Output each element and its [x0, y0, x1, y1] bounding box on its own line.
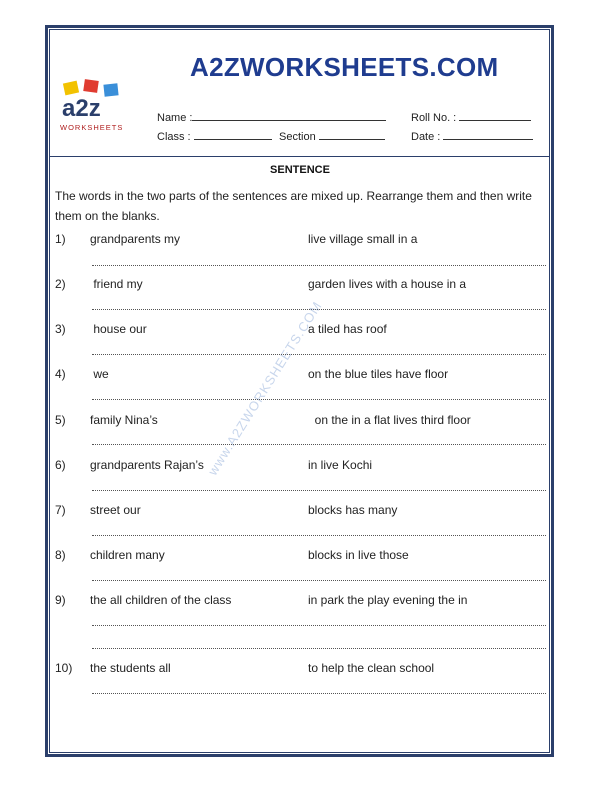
- answer-line[interactable]: [92, 693, 546, 694]
- date-label: Date :: [411, 131, 441, 143]
- a2z-logo: [58, 78, 132, 134]
- question-part-b: live village small in a: [308, 232, 418, 246]
- header-divider: [49, 156, 550, 157]
- roll-blank: [459, 110, 531, 121]
- question-part-b: in park the play evening the in: [308, 593, 468, 607]
- question-part-a: street our: [90, 503, 141, 517]
- question-number: 10): [55, 661, 73, 675]
- question-part-b: on the in a flat lives third floor: [308, 413, 471, 427]
- site-title: A2ZWORKSHEETS.COM: [190, 52, 499, 82]
- section-label: Section: [279, 131, 316, 143]
- question-part-a: family Nina’s: [90, 413, 158, 427]
- question-number: 2): [55, 277, 66, 291]
- question-part-a: house our: [90, 322, 147, 336]
- logo-subtext: WORKSHEETS: [60, 123, 124, 132]
- question-number: 7): [55, 503, 66, 517]
- answer-line[interactable]: [92, 265, 546, 266]
- question-part-a: children many: [90, 548, 165, 562]
- answer-line[interactable]: [92, 625, 546, 626]
- question-number: 1): [55, 232, 66, 246]
- answer-line[interactable]: [92, 309, 546, 310]
- answer-line[interactable]: [92, 648, 546, 649]
- watermark: www.A2ZWORKSHEETS.COM: [205, 298, 325, 478]
- question-part-b: to help the clean school: [308, 661, 435, 675]
- question-number: 8): [55, 548, 66, 562]
- roll-label: Roll No. :: [411, 112, 457, 124]
- question-number: 9): [55, 593, 66, 607]
- question-number: 4): [55, 367, 66, 381]
- answer-line[interactable]: [92, 354, 546, 355]
- question-number: 3): [55, 322, 66, 336]
- name-blank: [192, 110, 386, 121]
- question-part-a: grandparents Rajan’s: [90, 458, 204, 472]
- answer-line[interactable]: [92, 535, 546, 536]
- question-part-b: blocks in live those: [308, 548, 409, 562]
- date-field: [411, 129, 533, 143]
- answer-line[interactable]: [92, 490, 546, 491]
- answer-line[interactable]: [92, 399, 546, 400]
- class-blank: [194, 129, 272, 140]
- class-label: Class :: [157, 131, 191, 143]
- answer-line[interactable]: [92, 580, 546, 581]
- question-part-a: we: [90, 367, 109, 381]
- question-part-b: a tiled has roof: [308, 322, 387, 336]
- question-part-b: in live Kochi: [308, 458, 373, 472]
- answer-line[interactable]: [92, 444, 546, 445]
- question-part-b: blocks has many: [308, 503, 398, 517]
- worksheet-heading: SENTENCE: [270, 164, 330, 176]
- question-part-b: on the blue tiles have floor: [308, 367, 449, 381]
- question-part-a: grandparents my: [90, 232, 181, 246]
- question-part-a: friend my: [90, 277, 143, 291]
- date-blank: [443, 129, 533, 140]
- question-number: 5): [55, 413, 66, 427]
- name-label: Name :: [157, 112, 193, 124]
- section-blank: [319, 129, 385, 140]
- instructions: The words in the two parts of the sentences are mixed up. Rearrange them and then write them on the blanks.: [55, 189, 532, 223]
- section-field: [279, 129, 385, 143]
- question-number: 6): [55, 458, 66, 472]
- question-part-a: the all children of the class: [90, 593, 232, 607]
- logo-text: a2z: [62, 95, 101, 122]
- roll-field: [411, 110, 531, 124]
- question-part-a: the students all: [90, 661, 171, 675]
- name-field: [157, 110, 386, 124]
- class-field: [157, 129, 272, 143]
- question-part-b: garden lives with a house in a: [308, 277, 467, 291]
